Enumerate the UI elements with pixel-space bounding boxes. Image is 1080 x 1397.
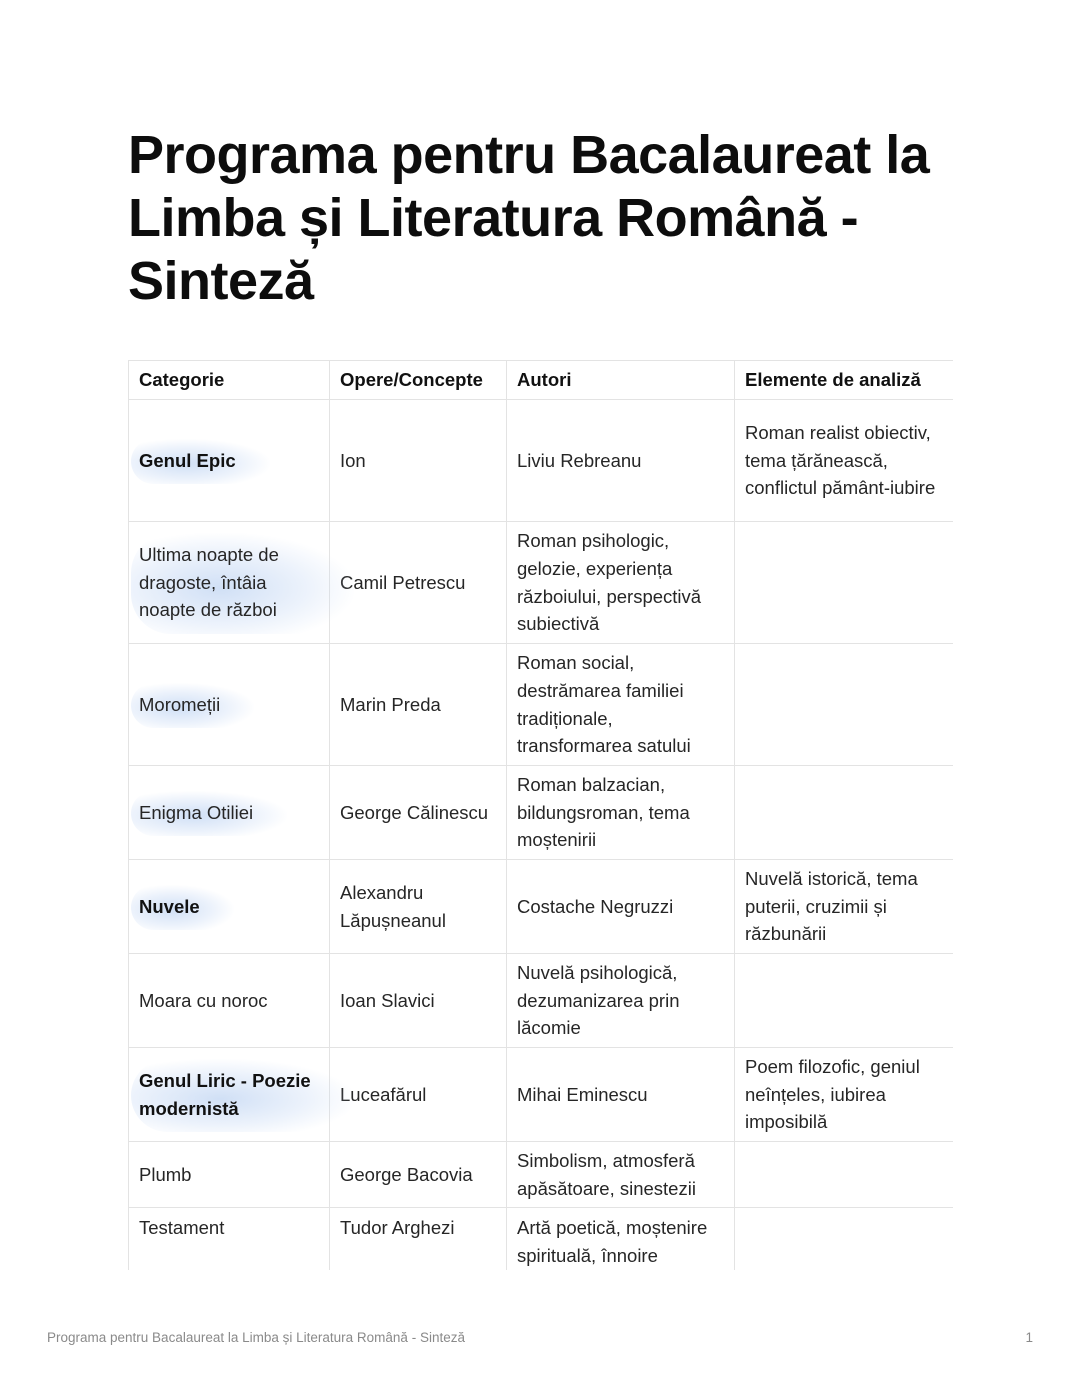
category-cell: Plumb [129,1142,330,1208]
analysis-cell: Roman realist obiectiv, tema țărănească, conflictul pământ-iubire [735,400,954,522]
category-cell [129,644,330,766]
highlighted-category: Nuvele [139,893,200,921]
header-categorie: Categorie [129,361,330,400]
analysis-cell [735,522,954,644]
category-cell: Testament [129,1208,330,1271]
table-row [129,1048,954,1142]
work-cell: Marin Preda [330,644,507,766]
work-cell: George Bacovia [330,1142,507,1208]
analysis-cell [735,954,954,1048]
category-cell: Moara cu noroc [129,954,330,1048]
work-cell: Tudor Arghezi [330,1208,507,1271]
author-cell: Artă poetică, moștenire spirituală, înnoire [507,1208,735,1271]
category-cell [129,1048,330,1142]
table-row [129,860,954,954]
highlighted-category: Genul Liric - Poezie modernistă [139,1067,320,1122]
page-title: Programa pentru Bacalaureat la Limba și Literatura Română - Sinteză [128,125,930,311]
category-cell [129,766,330,860]
work-cell: Ion [330,400,507,522]
syllabus-table [128,360,953,1270]
syllabus-table-container [128,360,953,1270]
highlighted-category: Ultima noapte de dragoste, întâia noapte de război [139,541,320,624]
header-opere-concepte: Opere/Concepte [330,361,507,400]
author-cell: Roman balzacian, bildungsroman, tema moștenirii [507,766,735,860]
category-cell [129,522,330,644]
highlighted-category: Enigma Otiliei [139,799,253,827]
table-row [129,522,954,644]
work-cell: Ioan Slavici [330,954,507,1048]
work-cell: Camil Petrescu [330,522,507,644]
analysis-cell [735,1208,954,1271]
work-cell: George Călinescu [330,766,507,860]
analysis-cell [735,644,954,766]
category-cell [129,400,330,522]
author-cell: Simbolism, atmosferă apăsătoare, sinestezii [507,1142,735,1208]
footer-page-number: 1 [1025,1330,1033,1345]
author-cell: Roman psihologic, gelozie, experiența războiului, perspectivă subiectivă [507,522,735,644]
table-row [129,766,954,860]
work-cell: Alexandru Lăpușneanul [330,860,507,954]
author-cell: Roman social, destrămarea familiei tradiționale, transformarea satului [507,644,735,766]
table-row [129,644,954,766]
work-cell: Luceafărul [330,1048,507,1142]
table-row [129,1142,954,1208]
highlighted-category: Moromeții [139,691,220,719]
analysis-cell: Poem filozofic, geniul neînțeles, iubirea imposibilă [735,1048,954,1142]
header-elemente-de-analiza: Elemente de analiză [735,361,954,400]
highlighted-category: Genul Epic [139,447,236,475]
analysis-cell [735,1142,954,1208]
author-cell: Mihai Eminescu [507,1048,735,1142]
category-cell [129,860,330,954]
analysis-cell [735,766,954,860]
analysis-cell: Nuvelă istorică, tema puterii, cruzimii și răzbunării [735,860,954,954]
header-autori: Autori [507,361,735,400]
author-cell: Liviu Rebreanu [507,400,735,522]
table-row [129,954,954,1048]
author-cell: Nuvelă psihologică, dezumanizarea prin lăcomie [507,954,735,1048]
table-row [129,1208,954,1271]
table-row [129,400,954,522]
table-header-row [129,361,954,400]
footer-document-title: Programa pentru Bacalaureat la Limba și Literatura Română - Sinteză [47,1330,465,1345]
author-cell: Costache Negruzzi [507,860,735,954]
